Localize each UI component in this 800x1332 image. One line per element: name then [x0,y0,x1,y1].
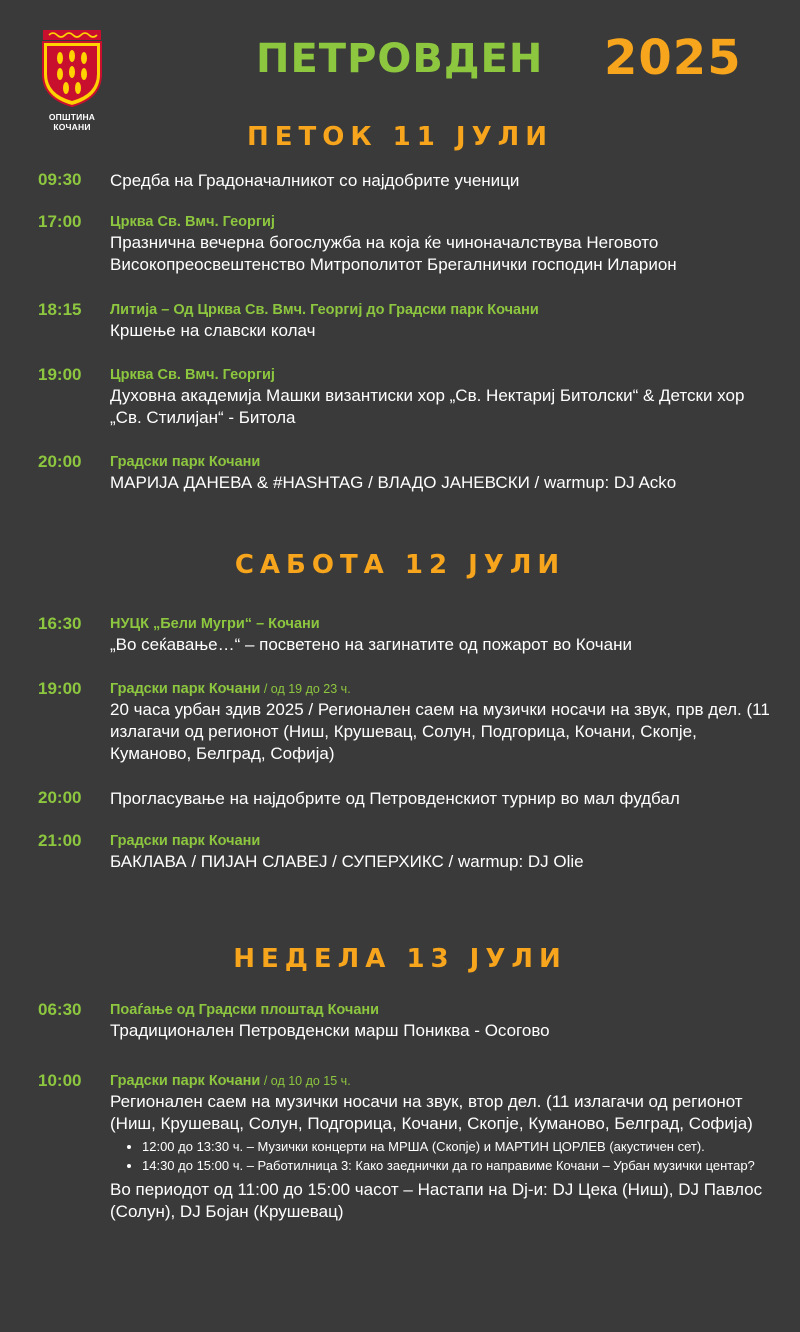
event-time: 20:00 [38,788,82,807]
event-description: Регионален саем на музички носачи на звук, втор дел. (11 излагачи од регионот (Ниш, Крушевац, Солун, Подгорица, Кочани, Скопје, Куманово, Белград, Софија) [110,1092,753,1133]
list-item: • 12:00 до 13:30 ч. – Музички концерти на МРША (Скопје) и МАРТИН ЦОРЛЕВ (акустичен сет). [142,1137,770,1156]
event-time: 19:00 [38,365,82,384]
event-description-extra: Во периодот од 11:00 до 15:00 часот – Настапи на Dj-и: DJ Цека (Ниш), DJ Павлос (Солун), DJ Бојан (Крушевац) [110,1180,763,1221]
event-time: 17:00 [38,212,82,231]
event-time: 19:00 [38,679,82,698]
event-description: БАКЛАВА / ПИЈАН СЛАВЕЈ / СУПЕРХИКС / warmup: DJ Olie [110,852,584,871]
event-location: Црква Св. Вмч. Георгиј [110,367,275,383]
event-description: 20 часа урбан здив 2025 / Регионален саем на музички носачи на звук, прв дел. (11 излагачи од регионот (Ниш, Крушевац, Солун, Подгорица, Кочани, Скопје, Куманово, Белград, Софија) [110,700,770,763]
event-time: 20:00 [38,452,82,471]
logo-caption: ОПШТИНА КОЧАНИ [48,112,96,132]
event-description: Традиционален Петровденски марш Пониква - Осогово [110,1021,550,1040]
event-description: Празнична вечерна богослужба на која ќе чиноначалствува Неговото Високопреосвештенство Митрополитот Брегалнички господин Иларион [110,233,677,274]
event-location: НУЦК „Бели Мугри“ – Кочани [110,616,320,632]
event-location: Градски парк Кочани [110,681,261,697]
event-time: 09:30 [38,170,82,189]
event-description: Прогласување на најдобрите од Петровденскиот турнир во мал фудбал [110,789,680,808]
event-location: Црква Св. Вмч. Георгиј [110,214,275,230]
event-subitems [110,1137,770,1175]
event-time: 10:00 [38,1071,82,1090]
event-description: Средба на Градоначалникот со најдобрите ученици [110,171,520,190]
event-location: Литија – Од Црква Св. Вмч. Георгиј до Градски парк Кочани [110,302,539,318]
event-description: МАРИЈА ДАНЕВА & #HASHTAG / ВЛАДО ЈАНЕВСКИ / warmup: DJ Acko [110,473,677,492]
event-description: Духовна академија Машки византиски хор „Св. Нектариј Битолски“ & Детски хор „Св. Стилијан“ - Битола [110,386,745,427]
municipality-logo [30,28,114,132]
event-time: 18:15 [38,300,82,319]
event-hours: / од 10 до 15 ч. [260,1074,351,1088]
event-location: Градски парк Кочани [110,454,261,470]
day-heading: ПЕТОК 11 ЈУЛИ [247,122,553,152]
event-description: Кршење на славски колач [110,321,316,340]
event-hours: / од 19 до 23 ч. [260,682,351,696]
event-time: 16:30 [38,614,82,633]
event-time: 06:30 [38,1000,82,1019]
event-location: Градски парк Кочани [110,1073,261,1089]
event-location: Поаѓање од Градски плоштад Кочани [110,1002,380,1018]
event-location: Градски парк Кочани [110,833,261,849]
event-description: „Во сеќавање…“ – посветено на загинатите од пожарот во Кочани [110,635,632,654]
page-title: ПЕТРОВДЕН [256,36,544,82]
page-year: 2025 [604,30,742,86]
event-time: 21:00 [38,831,82,850]
day-heading: САБОТА 12 ЈУЛИ [234,550,566,580]
day-heading: НЕДЕЛА 13 ЈУЛИ [233,944,567,974]
list-item: • 14:30 до 15:00 ч. – Работилница 3: Како заеднички да го направиме Кочани – Урбан музички центар? [142,1156,770,1175]
coat-of-arms-icon [41,28,103,108]
